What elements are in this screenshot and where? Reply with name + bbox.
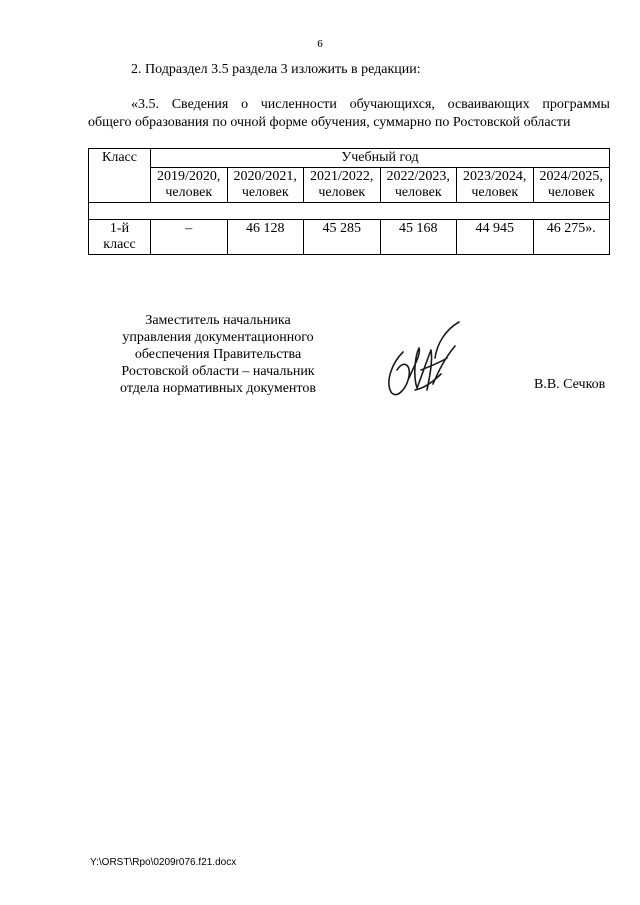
signatory-title (118, 312, 318, 397)
heading-line-1 (88, 96, 610, 114)
year-cell: 2022/2023, человек (380, 168, 457, 203)
value-cell: 44 945 (457, 220, 534, 255)
table-year-row (89, 168, 610, 203)
section-heading (88, 96, 610, 132)
header-class: Класс (89, 149, 151, 203)
value-cell: 46 128 (227, 220, 304, 255)
heading-word: о (241, 97, 249, 112)
value-cell: 46 275». (533, 220, 610, 255)
year-cell: 2020/2021, человек (227, 168, 304, 203)
intro-paragraph: 2. Подраздел 3.5 раздела 3 изложить в редакции: (131, 62, 421, 77)
signatory-line: управления документационного (122, 330, 314, 345)
table-row (89, 220, 610, 255)
heading-word: программы (542, 97, 610, 112)
file-path-footer: Y:\ORST\Rpo\0209r076.f21.docx (90, 857, 237, 868)
year-cell: 2023/2024, человек (457, 168, 534, 203)
heading-word: Сведения (171, 97, 229, 112)
class-cell: 1-й класс (89, 220, 151, 255)
value-cell: – (151, 220, 228, 255)
value-cell: 45 285 (304, 220, 381, 255)
year-cell: 2019/2020, человек (151, 168, 228, 203)
heading-word: обучающихся, (349, 97, 435, 112)
signatory-line: обеспечения Правительства (134, 347, 302, 362)
table-header-row (89, 149, 610, 168)
signatory-line: Ростовской области – начальник (121, 364, 315, 379)
page-number: 6 (317, 38, 323, 50)
value-cell: 45 168 (380, 220, 457, 255)
handwritten-signature (375, 318, 467, 402)
year-cell: 2021/2022, человек (304, 168, 381, 203)
signatory-name: В.В. Сечков (534, 377, 606, 392)
header-academic-year: Учебный год (151, 149, 610, 168)
signatory-line: Заместитель начальника (145, 313, 291, 328)
heading-word: численности (260, 97, 337, 112)
heading-word: «3.5. (131, 97, 159, 112)
students-table (88, 148, 610, 255)
table-spacer-row (89, 203, 610, 220)
heading-word: осваивающих (447, 97, 530, 112)
signatory-line: отдела нормативных документов (120, 381, 316, 396)
heading-line-2: общего образования по очной форме обучения, суммарно по Ростовской области (88, 115, 571, 130)
year-cell: 2024/2025, человек (533, 168, 610, 203)
